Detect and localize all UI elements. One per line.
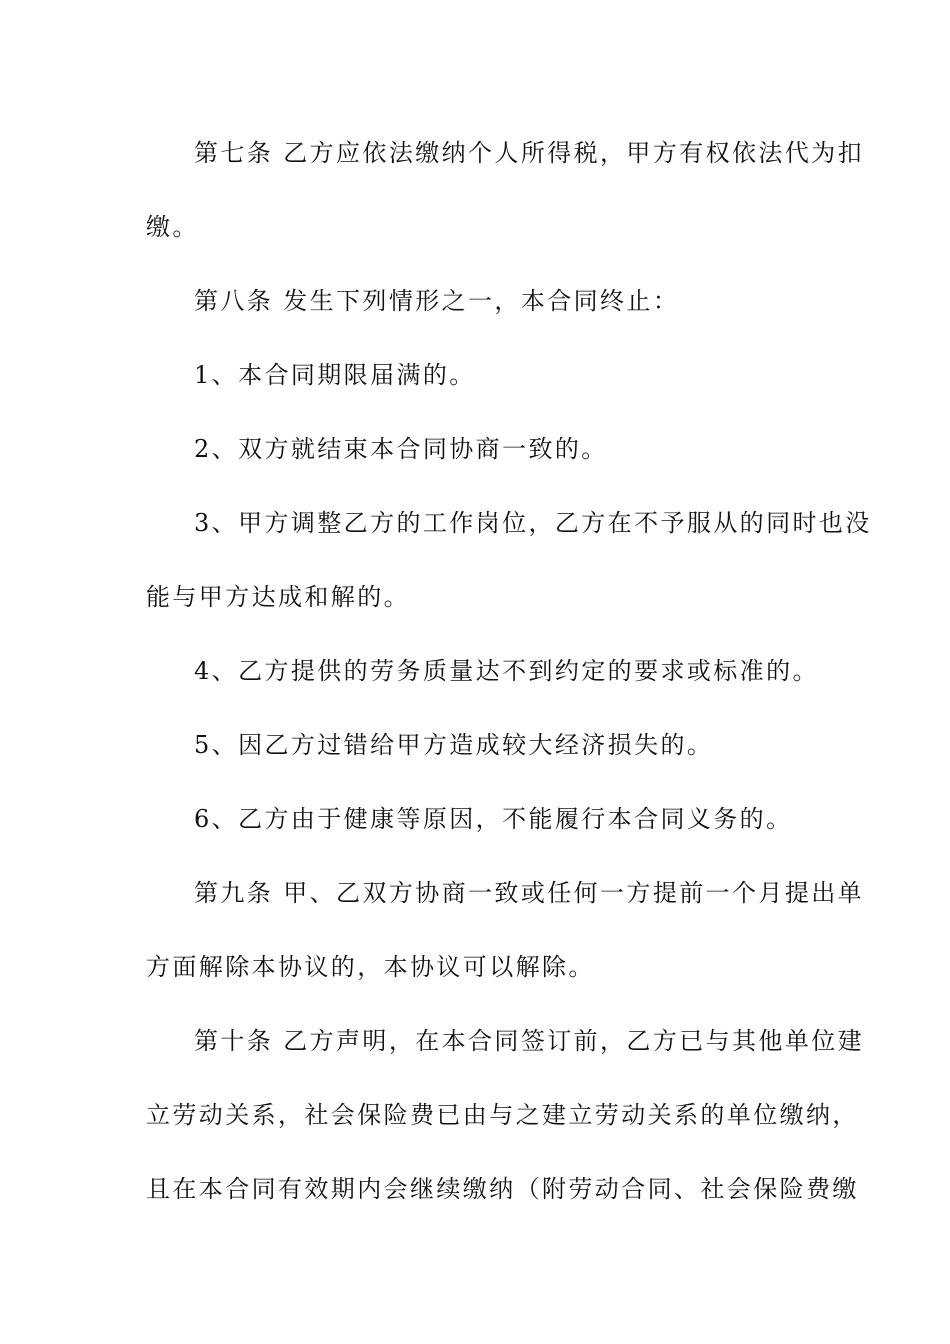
list-item-6: 6、乙方由于健康等原因，不能履行本合同义务的。: [194, 805, 793, 833]
article-9-line-2: 方面解除本协议的，本协议可以解除。: [146, 953, 595, 981]
list-item-1: 1、本合同期限届满的。: [194, 361, 476, 389]
article-7-line-2: 缴。: [146, 213, 199, 241]
article-9-line-1: 第九条 甲、乙双方协商一致或任何一方提前一个月提出单: [194, 879, 865, 907]
list-item-2: 2、双方就结束本合同协商一致的。: [194, 435, 608, 463]
list-item-3-line-1: 3、甲方调整乙方的工作岗位，乙方在不予服从的同时也没: [194, 509, 872, 537]
article-7-line-1: 第七条 乙方应依法缴纳个人所得税，甲方有权依法代为扣: [194, 139, 865, 167]
list-item-4: 4、乙方提供的劳务质量达不到约定的要求或标准的。: [194, 657, 819, 685]
list-item-3-line-2: 能与甲方达成和解的。: [146, 583, 410, 611]
article-10-line-1: 第十条 乙方声明，在本合同签订前，乙方已与其他单位建: [194, 1027, 865, 1055]
article-10-line-2: 立劳动关系，社会保险费已由与之建立劳动关系的单位缴纳，: [146, 1101, 859, 1129]
article-8-line-1: 第八条 发生下列情形之一，本合同终止：: [194, 287, 680, 315]
article-10-line-3: 且在本合同有效期内会继续缴纳（附劳动合同、社会保险费缴: [146, 1175, 859, 1203]
list-item-5: 5、因乙方过错给甲方造成较大经济损失的。: [194, 731, 714, 759]
